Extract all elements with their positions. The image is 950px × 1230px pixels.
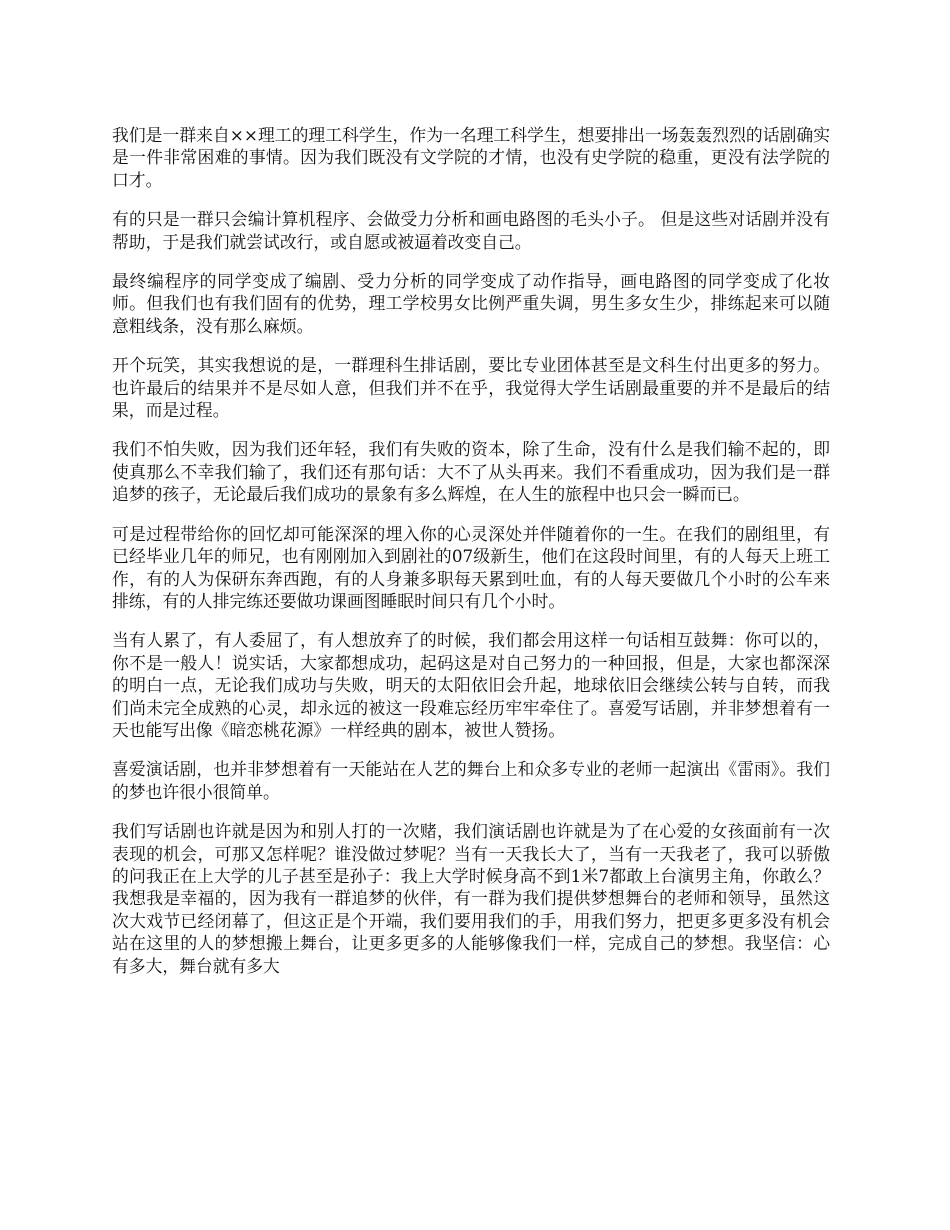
paragraph: 我们写话剧也许就是因为和别人打的一次赌，我们演话剧也许就是为了在心爱的女孩面前有一次表现的机会，可那又怎样呢？谁没做过梦呢？当有一天我长大了，当有一天我老了，我可以骄傲的问我正在上大学的儿子甚至是孙子：我上大学时候身高不到1米7都敢上台演男主角，你敢么？我想我是幸福的，因为我有一群追梦的伙伴，有一群为我们提供梦想舞台的老师和领导，虽然这次大戏节已经闭幕了，但这正是个开端，我们要用我们的手，用我们努力，把更多更多没有机会站在这里的人的梦想搬上舞台，让更多更多的人能够像我们一样，完成自己的梦想。我坚信：心有多大，舞台就有多大: [112, 821, 830, 976]
paragraph: 我们不怕失败，因为我们还年轻，我们有失败的资本，除了生命，没有什么是我们输不起的，即使真那么不幸我们输了，我们还有那句话：大不了从头再来。我们不看重成功，因为我们是一群追梦的孩子，无论最后我们成功的景象有多么辉煌，在人生的旅程中也只会一瞬而已。: [112, 439, 830, 505]
paragraph: 我们是一群来自××理工的理工科学生，作为一名理工科学生，想要排出一场轰轰烈烈的话剧确实是一件非常困难的事情。因为我们既没有文学院的才情，也没有史学院的稳重，更没有法学院的口才。: [112, 125, 830, 190]
paragraph: 喜爱演话剧，也并非梦想着有一天能站在人艺的舞台上和众多专业的老师一起演出《雷雨》。我们的梦也许很小很简单。: [112, 759, 830, 802]
paragraph: 最终编程序的同学变成了编剧、受力分析的同学变成了动作指导，画电路图的同学变成了化妆师。但我们也有我们固有的优势，理工学校男女比例严重失调，男生多女生少，排练起来可以随意粗线条，没有那么麻烦。: [112, 271, 830, 336]
paragraph: 当有人累了，有人委屈了，有人想放弃了的时候，我们都会用这样一句话相互鼓舞：你可以的，你不是一般人！说实话，大家都想成功，起码这是对自己努力的一种回报，但是，大家也都深深的明白一点，无论我们成功与失败，明天的太阳依旧会升起，地球依旧会继续公转与自转，而我们尚未完全成熟的心灵，却永远的被这一段难忘经历牢牢牵住了。喜爱写话剧，并非梦想着有一天也能写出像《暗恋桃花源》一样经典的剧本，被世人赞扬。: [112, 630, 830, 740]
paragraph: 开个玩笑，其实我想说的是，一群理科生排话剧，要比专业团体甚至是文科生付出更多的努力。也许最后的结果并不是尽如人意，但我们并不在乎，我觉得大学生话剧最重要的并不是最后的结果，而是过程。: [112, 355, 830, 421]
paragraph: 可是过程带给你的回忆却可能深深的埋入你的心灵深处并伴随着你的一生。在我们的剧组里，有已经毕业几年的师兄，也有刚刚加入到剧社的07级新生，他们在这段时间里，有的人每天上班工作，有的人为保研东奔西跑，有的人身兼多职每天累到吐血，有的人每天要做几个小时的公车来排练，有的人排完练还要做功课画图睡眠时间只有几个小时。: [112, 523, 830, 611]
document-body: [112, 124, 830, 994]
paragraph: 有的只是一群只会编计算机程序、会做受力分析和画电路图的毛头小子。 但是这些对话剧并没有帮助，于是我们就尝试改行，或自愿或被逼着改变自己。: [112, 209, 830, 252]
